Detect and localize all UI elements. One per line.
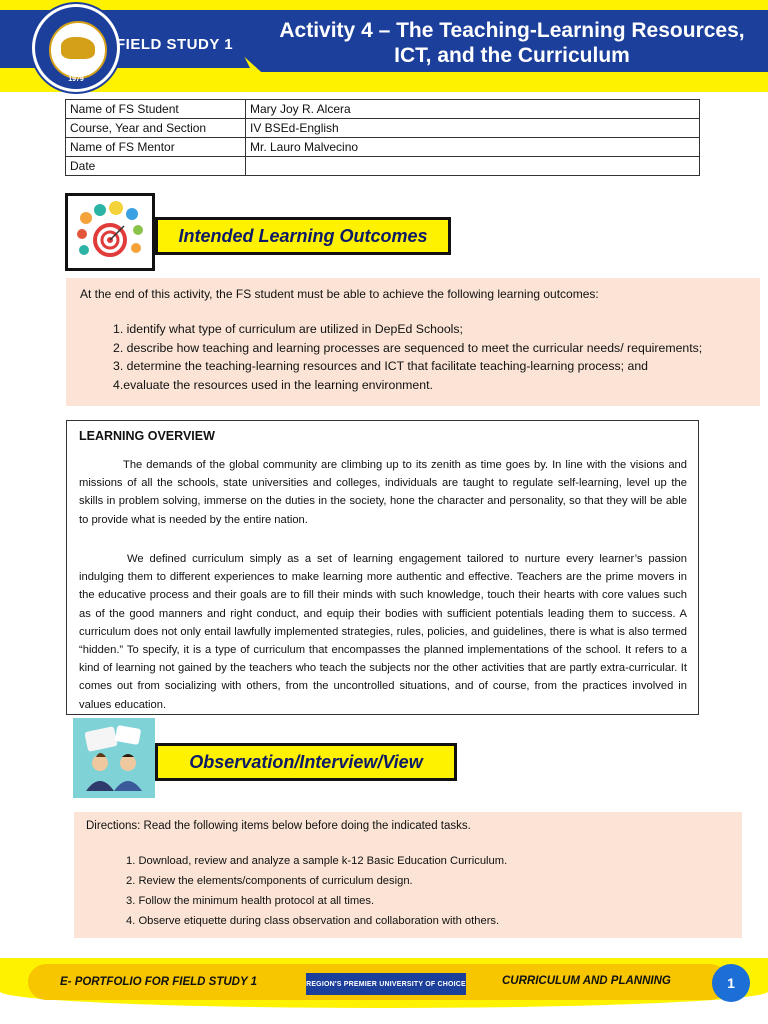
course-section-value: IV BSEd-English xyxy=(246,119,700,138)
table-row xyxy=(66,100,700,119)
student-name-label: Name of FS Student xyxy=(66,100,246,119)
outcomes-intro: At the end of this activity, the FS student must be able to achieve the following learning outcomes: xyxy=(80,287,599,301)
table-row xyxy=(66,138,700,157)
title-line-2: ICT, and the Curriculum xyxy=(394,44,630,67)
course-label: FIELD STUDY 1 xyxy=(116,36,234,53)
seal-year: 1979 xyxy=(68,76,84,83)
mentor-label: Name of FS Mentor xyxy=(66,138,246,157)
overview-paragraph-1: The demands of the global community are climbing up to its zenith as time goes by. In line with the visions and missions of all the schools, state universities and colleges, individuals are taught to regulate self-learning, level up the skills in problem solving, immerse on the duties in the society, hone the character and personality, so that they will be able to provide what is needed by the entire nation. xyxy=(79,459,687,526)
overview-title: LEARNING OVERVIEW xyxy=(79,429,215,443)
list-item: 3. determine the teaching-learning resources and ICT that facilitate teaching-learning process; and xyxy=(113,359,648,373)
learning-overview-box xyxy=(66,420,699,715)
student-info-table xyxy=(65,99,700,176)
table-row xyxy=(66,119,700,138)
list-item: 4. Observe etiquette during class observation and collaboration with others. xyxy=(126,915,500,927)
overview-paragraph-2: We defined curriculum simply as a set of learning engagement tailored to nurture every learner’s passion indulging them to different experiences to make learning more authentic and effective. Teachers are the prime movers in the educative process and their goals are to fill their minds with such knowledge, touch their hearts with core values such as of the good manners and right conduct, and equip their bodies with sufficient potentials leading them to success. A curriculum does not only entail lawfully implemented strategies, rules, policies, and guidelines, there is what is also termed “hidden.” To specify, it is a type of curriculum that encompasses the planned implementations of the school. It refers to a kind of learning not gained by the teachers who teach the subjects nor the other activities that are partly extra-curricular. It comes out from socializing with others, from the uncontrolled situations, and of course, from the practices involved in values education. xyxy=(79,553,687,711)
observation-list xyxy=(126,851,507,931)
list-item: 2. Review the elements/components of curriculum design. xyxy=(126,875,413,887)
page-header xyxy=(0,0,768,92)
learning-outcomes-icon xyxy=(65,193,155,271)
list-item: 1. identify what type of curriculum are utilized in DepEd Schools; xyxy=(113,322,463,336)
title-line-1: Activity 4 – The Teaching-Learning Resources, xyxy=(279,19,745,42)
student-name-value: Mary Joy R. Alcera xyxy=(246,100,700,119)
date-value xyxy=(246,157,700,176)
mentor-value: Mr. Lauro Malvecino xyxy=(246,138,700,157)
university-seal-icon xyxy=(32,4,120,92)
list-item: 3. Follow the minimum health protocol at all times. xyxy=(126,895,375,907)
list-item: 1. Download, review and analyze a sample k-12 Basic Education Curriculum. xyxy=(126,855,508,867)
observation-directions: Directions: Read the following items below before doing the indicated tasks. xyxy=(86,820,471,832)
outcomes-list xyxy=(113,320,702,394)
date-label: Date xyxy=(66,157,246,176)
footer-right-text: CURRICULUM AND PLANNING xyxy=(502,975,671,987)
list-item: 4.evaluate the resources used in the learning environment. xyxy=(113,377,433,392)
observation-icon xyxy=(73,718,155,798)
outcomes-heading: Intended Learning Outcomes xyxy=(155,217,451,255)
table-row xyxy=(66,157,700,176)
page-title xyxy=(262,18,762,68)
observation-heading: Observation/Interview/View xyxy=(155,743,457,781)
list-item: 2. describe how teaching and learning processes are sequenced to meet the curricular needs/ requirements; xyxy=(113,340,703,355)
page-footer xyxy=(0,958,768,1024)
footer-left-text: E- PORTFOLIO FOR FIELD STUDY 1 xyxy=(60,976,258,988)
lion-emblem-icon xyxy=(61,37,95,59)
course-section-label: Course, Year and Section xyxy=(66,119,246,138)
page-number: 1 xyxy=(712,964,750,1002)
footer-tagline: REGION'S PREMIER UNIVERSITY OF CHOICE xyxy=(306,973,466,995)
